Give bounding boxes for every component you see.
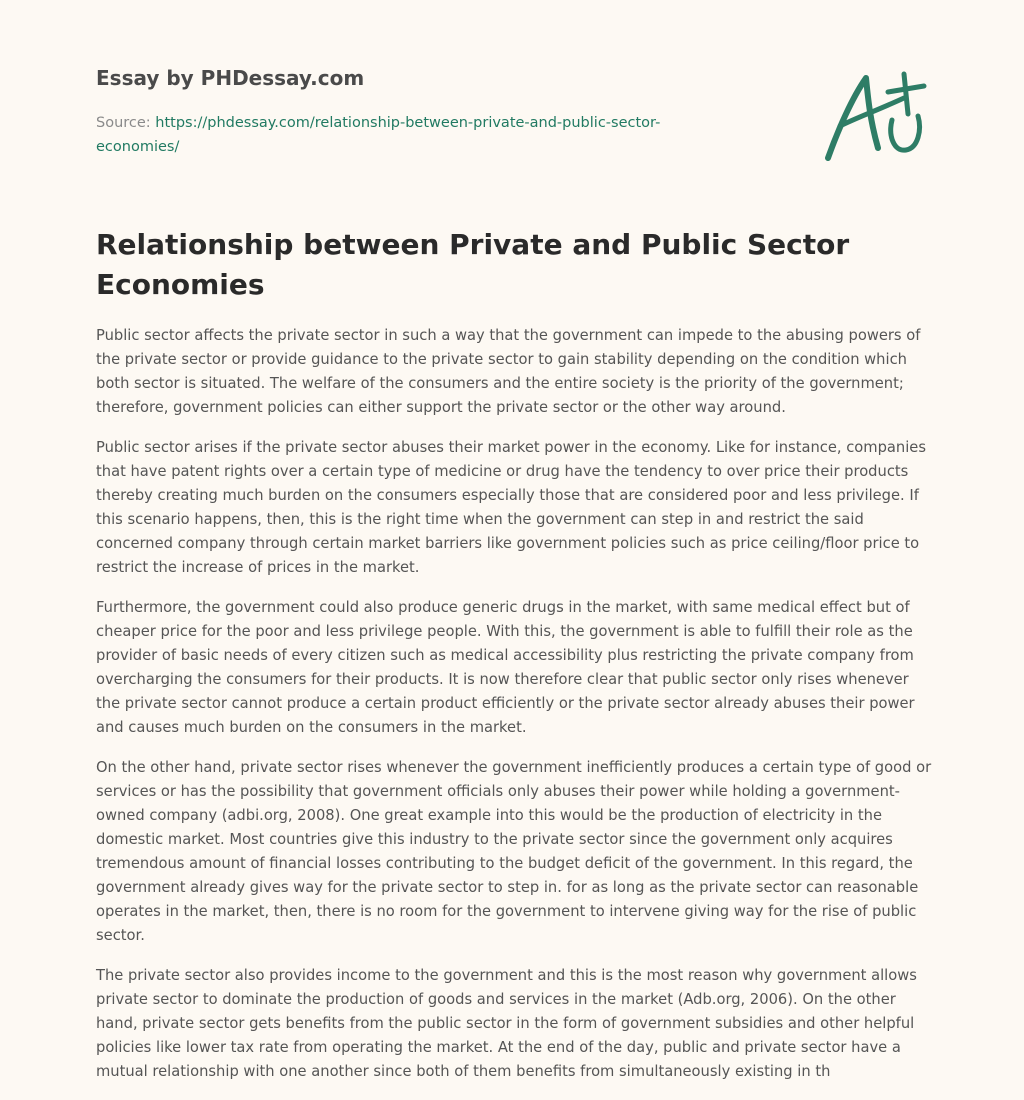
essay-body xyxy=(96,324,932,1100)
a-plus-logo-icon xyxy=(818,68,930,166)
paragraph: Furthermore, the government could also produce generic drugs in the market, with same medical effect but of cheaper price for the poor and less privilege people. With this, the government is able to fulfill their role as the provider of basic needs of every citizen such as medical accessibility plus restricting the private company from overcharging the consumers for their products. It is now therefore clear that public sector only rises whenever the private sector cannot produce a certain product efficiently or the private sector already abuses their power and causes much burden on the consumers in the market. xyxy=(96,599,915,736)
paragraph: On the other hand, private sector rises whenever the government inefficiently produces a certain type of good or services or has the possibility that government officials only abuses their power while holding a government-owned company (adbi.org, 2008). One great example into this would be the production of electricity in the domestic market. Most countries give this industry to the private sector since the government only acquires tremendous amount of financial losses contributing to the budget deficit of the government. In this regard, the government already gives way for the private sector to step in. for as long as the private sector can reasonable operates in the market, then, there is no room for the government to intervene giving way for the rise of public sector. xyxy=(96,759,932,944)
site-name: Essay by PHDessay.com xyxy=(96,66,365,90)
source-label: Source: xyxy=(96,115,151,131)
source-link[interactable]: https://phdessay.com/relationship-between-private-and-public-sector-economies/ xyxy=(96,115,661,155)
essay-title: Relationship between Private and Public Sector Economies xyxy=(96,228,850,301)
paragraph: The private sector also provides income to the government and this is the most reason why government allows private sector to dominate the production of goods and services in the market (Adb.org, 2006). On the other hand, private sector gets benefits from the public sector in the form of government subsidies and other helpful policies like lower tax rate from operating the market. At the end of the day, public and private sector have a mutual relationship with one another since both of them benefits from simultaneously existing in th xyxy=(96,967,917,1080)
paragraph: Public sector arises if the private sector abuses their market power in the economy. Like for instance, companies that have patent rights over a certain type of medicine or drug have the tendency to over price their products thereby creating much burden on the consumers especially those that are considered poor and less privilege. If this scenario happens, then, this is the right time when the government can step in and restrict the said concerned company through certain market barriers like government policies such as price ceiling/floor price to restrict the increase of prices in the market. xyxy=(96,439,926,576)
paragraph: Public sector affects the private sector in such a way that the government can impede to the abusing powers of the private sector or provide guidance to the private sector to gain stability depending on the condition which both sector is situated. The welfare of the consumers and the entire society is the priority of the government; therefore, government policies can either support the private sector or the other way around. xyxy=(96,327,921,416)
source-line xyxy=(96,111,696,159)
